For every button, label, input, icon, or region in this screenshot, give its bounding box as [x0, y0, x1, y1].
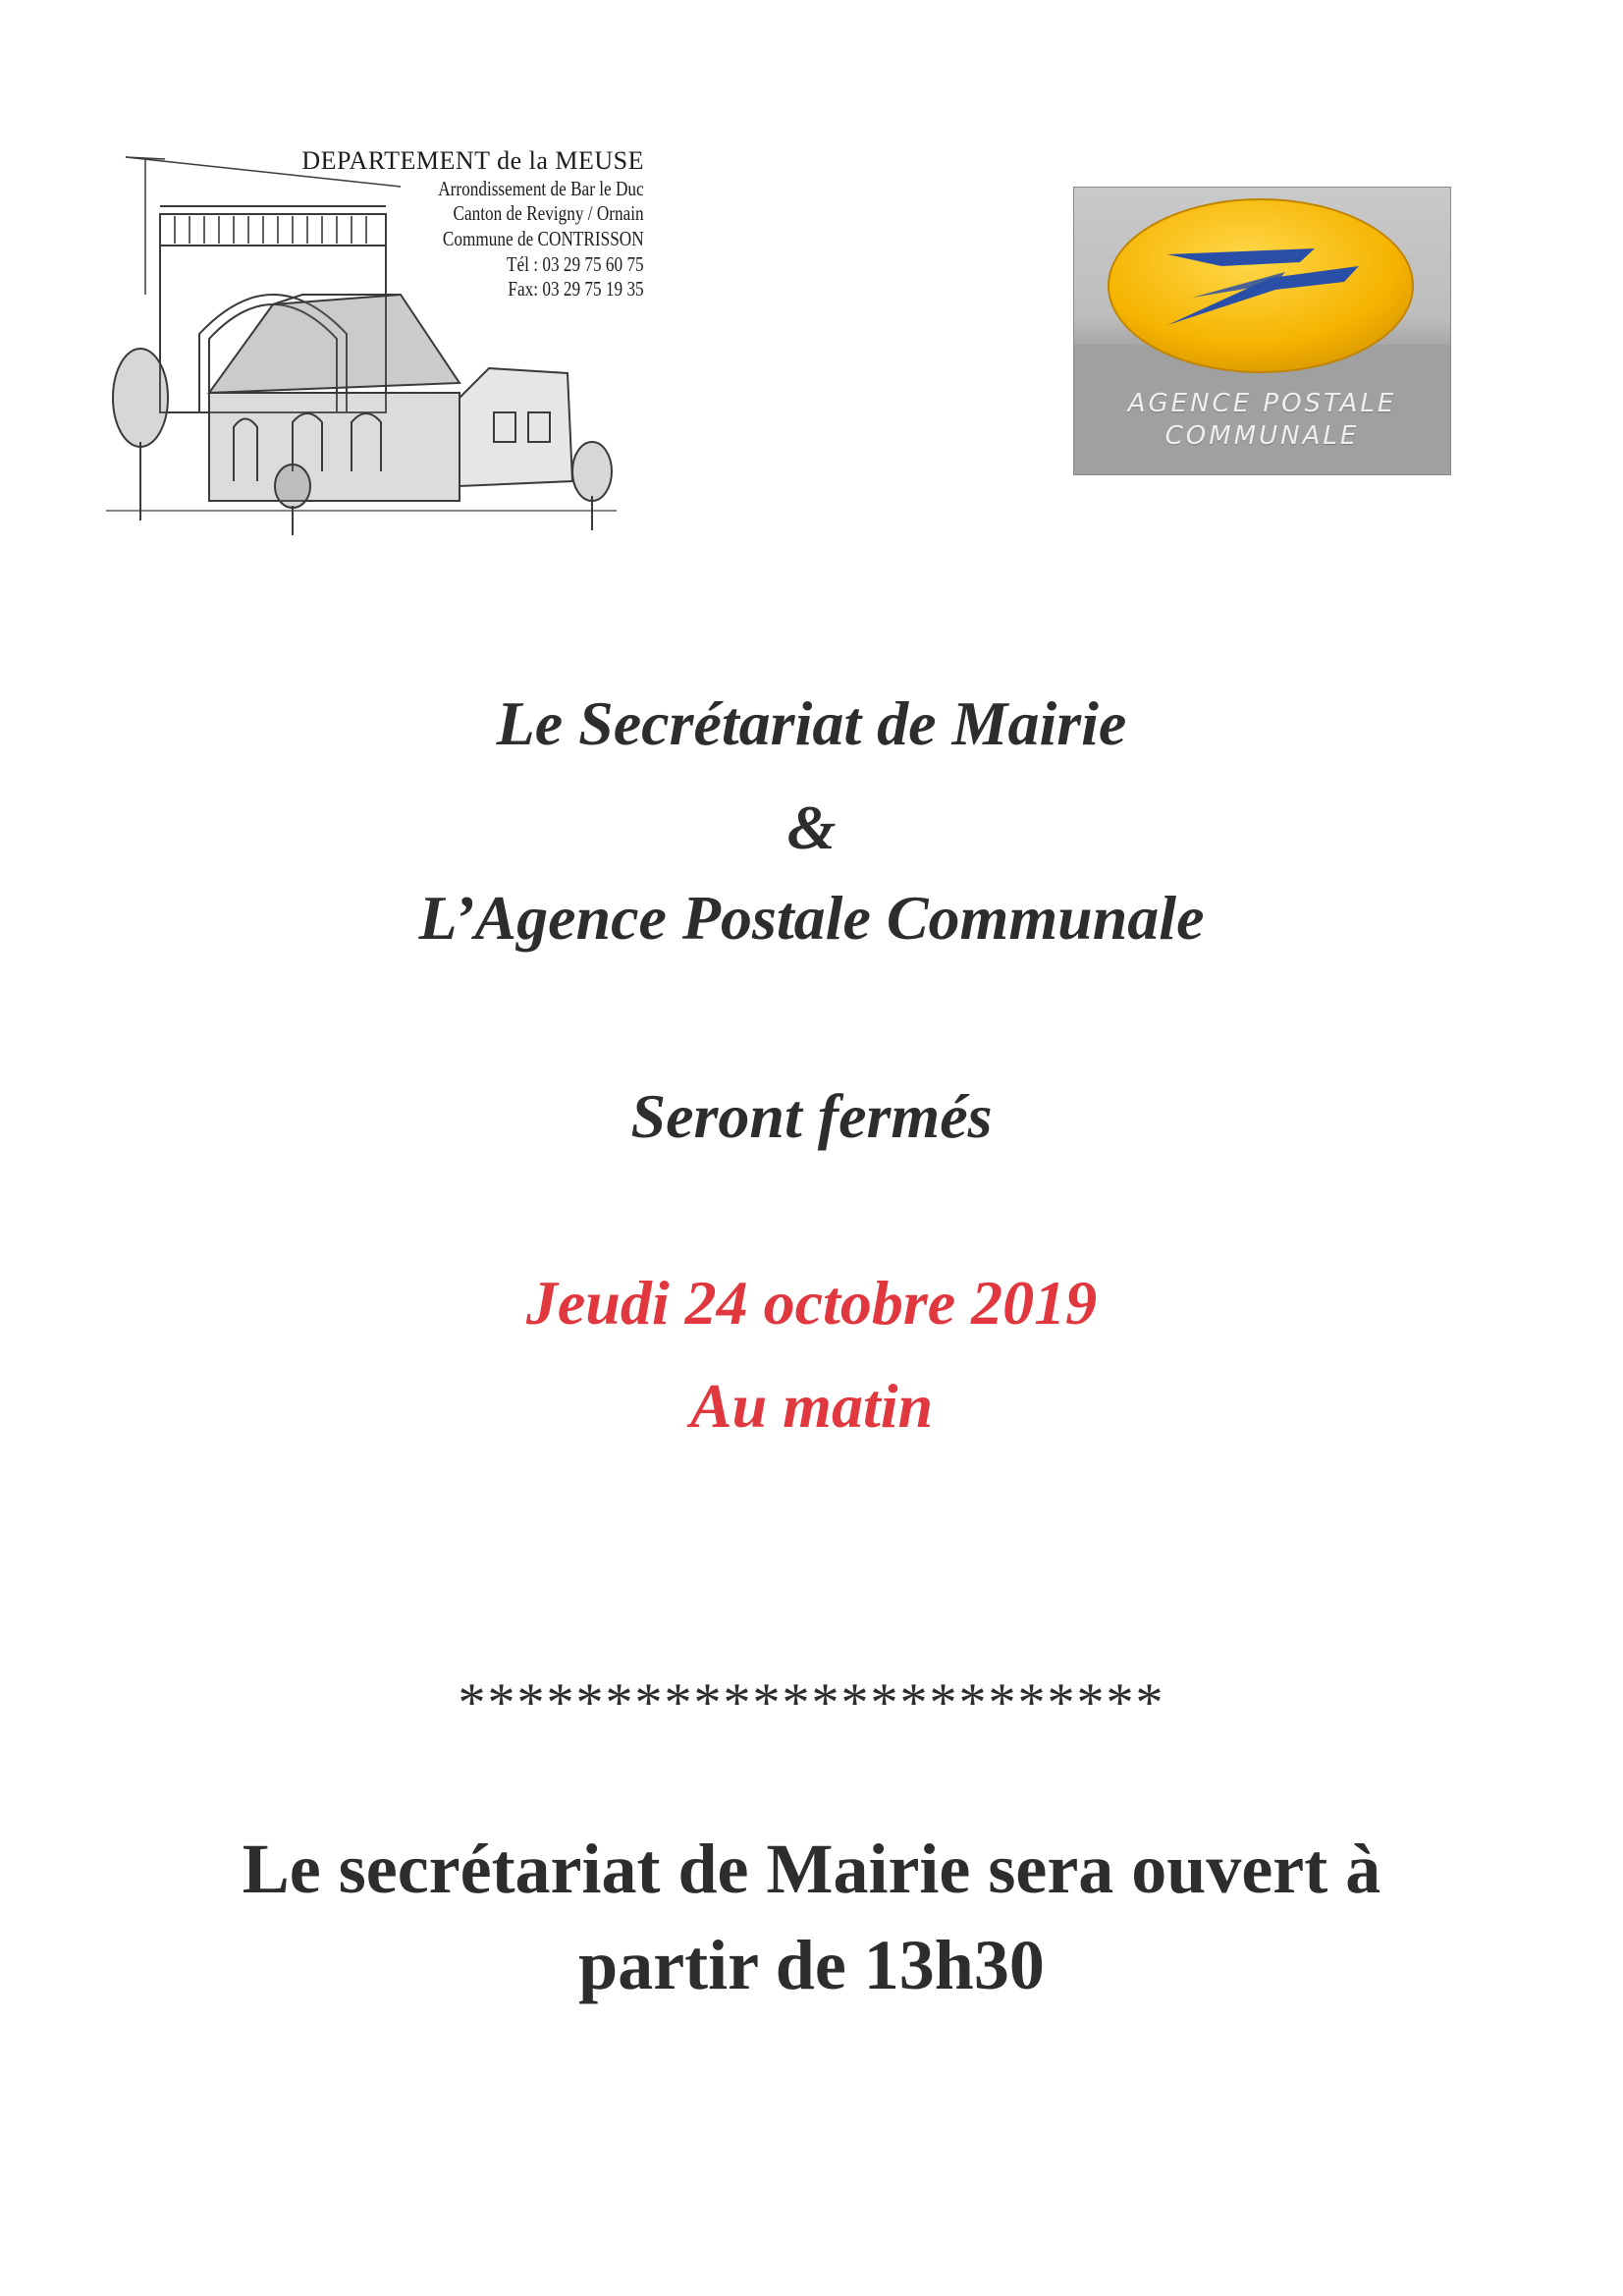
fax-line: Fax: 03 29 75 19 35 [508, 277, 644, 301]
closure-period: Au matin [689, 1371, 934, 1441]
title-secretariat: Le Secrétariat de Mairie [496, 688, 1127, 758]
closure-date: Jeudi 24 octobre 2019 [525, 1268, 1098, 1338]
reopen-line-2: partir de 13h30 [578, 1926, 1045, 2004]
title-agence-postale: L’Agence Postale Communale [418, 883, 1205, 953]
canton-line: Canton de Revigny / Ornain [453, 201, 644, 226]
title-ampersand: & [786, 793, 837, 862]
closure-status: Seront fermés [630, 1081, 993, 1151]
reopen-line-1: Le secrétariat de Mairie sera ouvert à [242, 1830, 1381, 1908]
agence-postale-label: AGENCE POSTALE [1127, 389, 1397, 418]
separator-stars: ************************ [458, 1672, 1165, 1733]
arrondissement-line: Arrondissement de Bar le Duc [438, 176, 644, 200]
communale-label: COMMUNALE [1164, 421, 1360, 451]
commune-line: Commune de CONTRISSON [443, 226, 644, 250]
letterhead [106, 137, 656, 540]
department-name: DEPARTEMENT de la MEUSE [301, 146, 644, 175]
agence-postale-logo [1073, 187, 1451, 475]
phone-line: Tél : 03 29 75 60 75 [507, 251, 644, 276]
letterhead-text [301, 145, 644, 302]
